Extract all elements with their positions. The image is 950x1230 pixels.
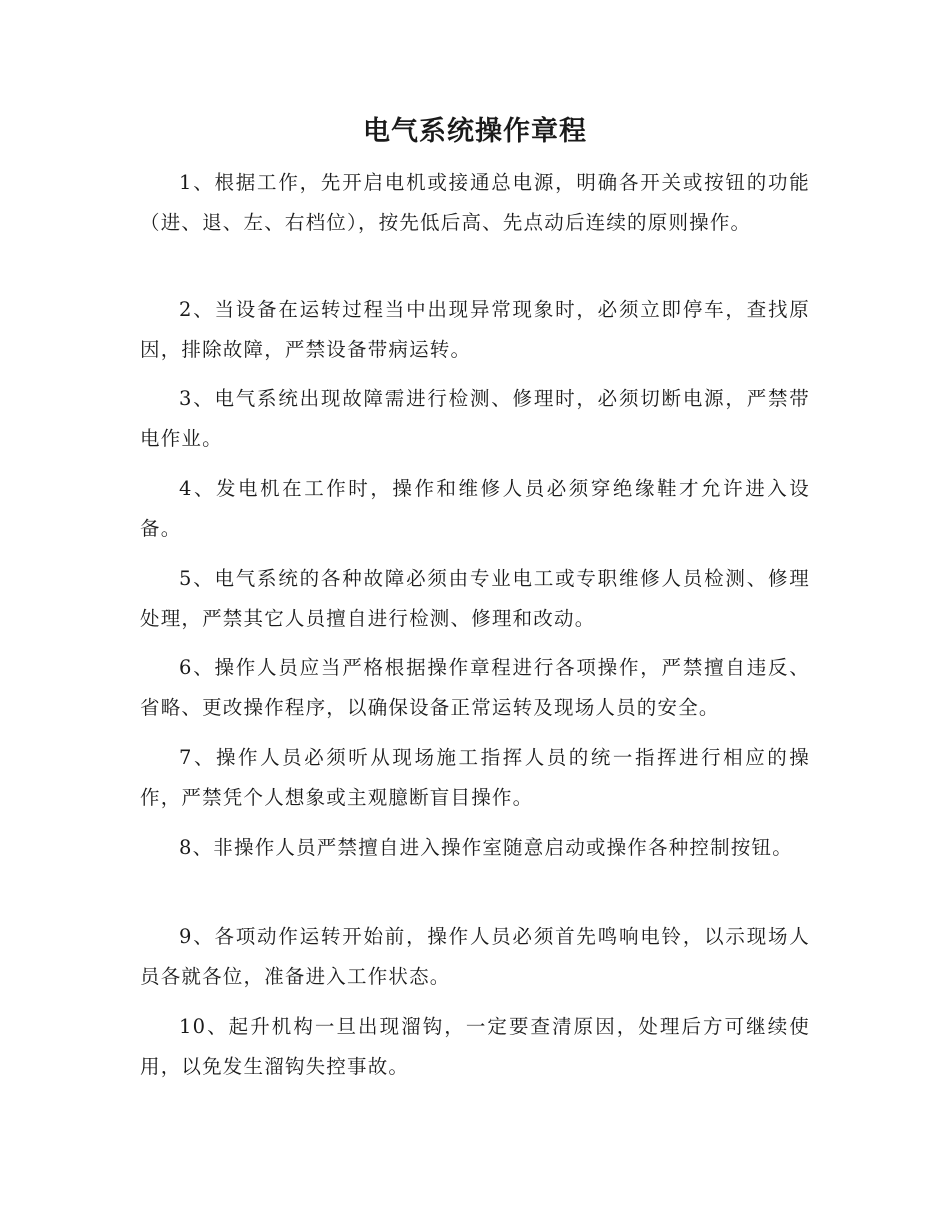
rule-item-7: 7、操作人员必须听从现场施工指挥人员的统一指挥进行相应的操作，严禁凭个人想象或主观臆断盲目操作。: [140, 746, 810, 809]
rule-item-2: 2、当设备在运转过程当中出现异常现象时，必须立即停车，查找原因，排除故障，严禁设备带病运转。: [140, 298, 810, 361]
rule-item-8: 8、非操作人员严禁擅自进入操作室随意启动或操作各种控制按钮。: [179, 836, 793, 859]
rule-item-9: 9、各项动作运转开始前，操作人员必须首先鸣响电铃，以示现场人员各就各位，准备进入工作状态。: [140, 925, 810, 988]
rule-item-1: 1、根据工作，先开启电机或接通总电源，明确各开关或按钮的功能（进、退、左、右档位），按先低后高、先点动后连续的原则操作。: [140, 171, 810, 234]
rule-item-4: 4、发电机在工作时，操作和维修人员必须穿绝缘鞋才允许进入设备。: [140, 477, 810, 540]
page-title: 电气系统操作章程: [363, 116, 587, 147]
rule-item-5: 5、电气系统的各种故障必须由专业电工或专职维修人员检测、修理处理，严禁其它人员擅自进行检测、修理和改动。: [140, 567, 810, 630]
rule-item-6: 6、操作人员应当严格根据操作章程进行各项操作，严禁擅自违反、省略、更改操作程序，以确保设备正常运转及现场人员的安全。: [140, 656, 810, 719]
rule-item-10: 10、起升机构一旦出现溜钩，一定要查清原因，处理后方可继续使用，以免发生溜钩失控事故。: [140, 1015, 810, 1078]
rule-item-3: 3、电气系统出现故障需进行检测、修理时，必须切断电源，严禁带电作业。: [140, 387, 810, 450]
